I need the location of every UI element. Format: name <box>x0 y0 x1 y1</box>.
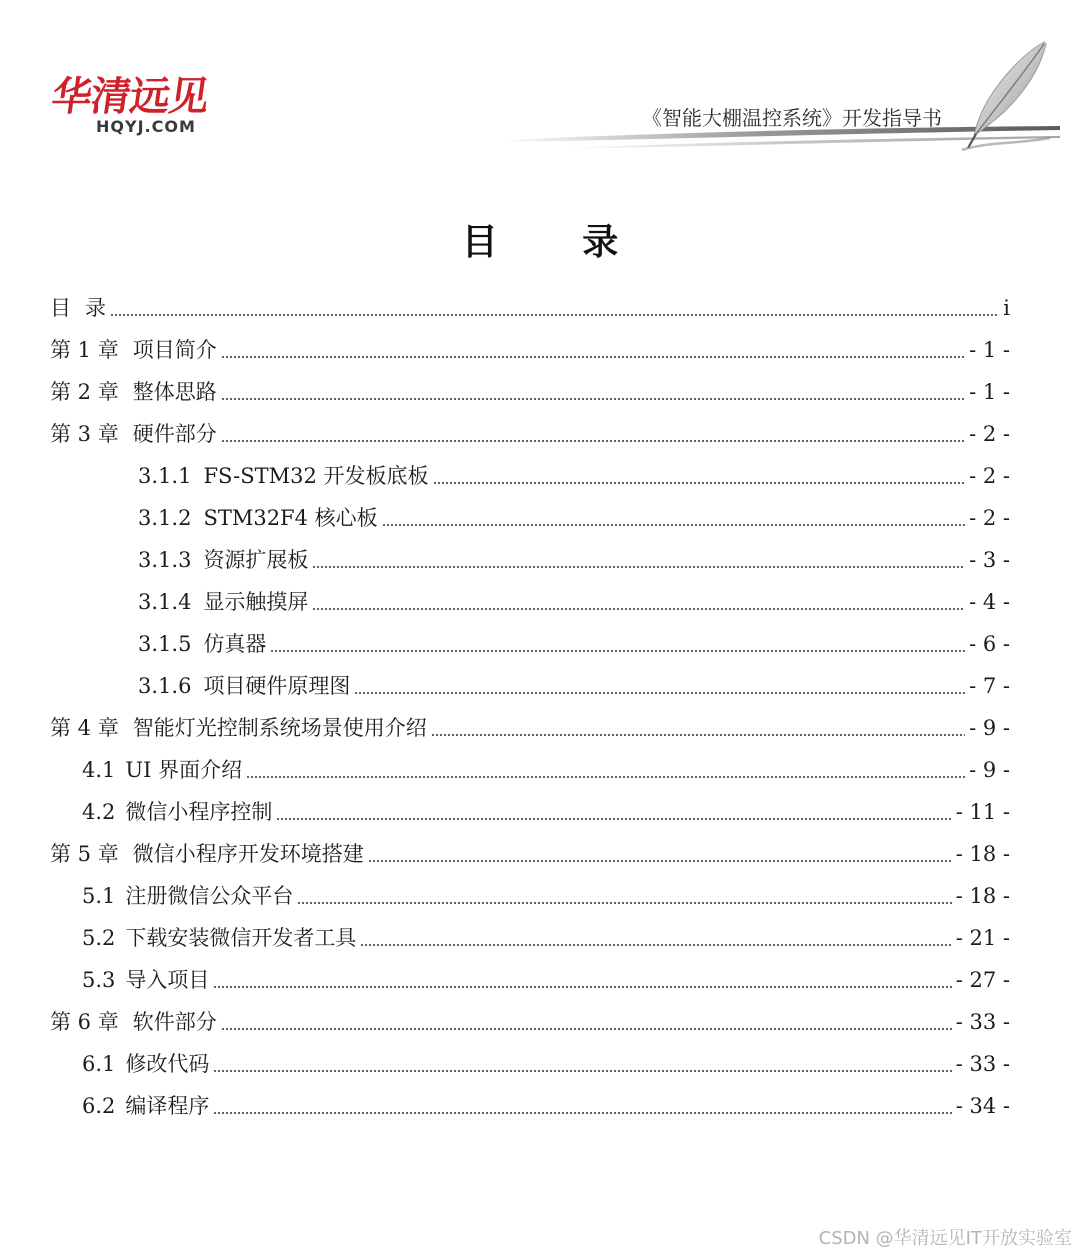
toc-entry-title: UI 界面介绍 <box>125 758 243 782</box>
toc-entry[interactable] <box>0 700 1010 742</box>
toc-entry-title: 仿真器 <box>203 632 267 656</box>
toc-entry-title: 录 <box>85 296 106 320</box>
toc-dot-leader <box>213 1112 951 1114</box>
toc-entry-title: 微信小程序控制 <box>125 800 273 824</box>
toc-dot-leader <box>276 818 951 820</box>
toc-entry[interactable] <box>0 1036 1010 1078</box>
toc-entry[interactable] <box>0 532 1010 574</box>
csdn-watermark: CSDN @华清远见IT开放实验室 <box>818 1228 1072 1249</box>
toc-page-number: - 3 - <box>969 548 1010 572</box>
toc-entry[interactable] <box>0 490 1010 532</box>
logo-domain-text: HQYJ.COM <box>96 117 196 136</box>
toc-entry-title: 导入项目 <box>125 968 210 992</box>
toc-entry-title: 资源扩展板 <box>203 548 309 572</box>
toc-page-number: - 9 - <box>969 716 1010 740</box>
toc-entry-title: 下载安装微信开发者工具 <box>125 926 357 950</box>
toc-entry[interactable] <box>0 658 1010 700</box>
toc-entry-number: 目 <box>50 296 71 320</box>
toc-entry-title: STM32F4 核心板 <box>203 506 378 530</box>
toc-page-number: - 34 - <box>955 1094 1010 1118</box>
toc-dot-leader <box>431 734 965 736</box>
toc-entry-title: 硬件部分 <box>132 422 217 446</box>
toc-entry-number: 3.1.1 <box>138 464 192 488</box>
toc-entry[interactable] <box>0 448 1010 490</box>
toc-entry-number: 第 1 章 <box>50 338 119 362</box>
toc-entry-title: 显示触摸屏 <box>203 590 309 614</box>
toc-entry-number: 3.1.6 <box>138 674 192 698</box>
toc-page-number: - 7 - <box>969 674 1010 698</box>
toc-entry-title: 注册微信公众平台 <box>125 884 294 908</box>
toc-entry-number: 5.3 <box>82 968 116 992</box>
logo-chinese-text: 华清远见 <box>48 74 212 120</box>
toc-entry[interactable] <box>0 910 1010 952</box>
toc-dot-leader <box>110 314 999 316</box>
toc-page-number: - 4 - <box>969 590 1010 614</box>
toc-entry-number: 第 4 章 <box>50 716 119 740</box>
toc-dot-leader <box>312 608 965 610</box>
toc-dot-leader <box>270 650 965 652</box>
toc-entry-number: 5.2 <box>82 926 116 950</box>
toc-dot-leader <box>221 356 965 358</box>
toc-entry-number: 3.1.2 <box>138 506 192 530</box>
toc-page-number: - 11 - <box>955 800 1010 824</box>
toc-entry-title: 编译程序 <box>125 1094 210 1118</box>
toc-page-number: - 6 - <box>969 632 1010 656</box>
toc-dot-leader <box>312 566 965 568</box>
toc-entry[interactable] <box>0 994 1010 1036</box>
toc-entry-title: 项目硬件原理图 <box>203 674 351 698</box>
toc-entry-number: 第 5 章 <box>50 842 119 866</box>
toc-page-number: - 27 - <box>955 968 1010 992</box>
toc-entry-number: 6.2 <box>82 1094 116 1118</box>
toc-entry[interactable] <box>0 364 1010 406</box>
toc-dot-leader <box>213 986 951 988</box>
toc-page-number: - 2 - <box>969 506 1010 530</box>
toc-entry-title: 项目简介 <box>132 338 217 362</box>
toc-entry-title: 微信小程序开发环境搭建 <box>132 842 364 866</box>
toc-entry[interactable] <box>0 574 1010 616</box>
company-logo <box>48 74 242 140</box>
toc-entry-number: 第 6 章 <box>50 1010 119 1034</box>
toc-page-number: - 2 - <box>969 464 1010 488</box>
toc-entry-number: 3.1.3 <box>138 548 192 572</box>
toc-entry[interactable] <box>0 742 1010 784</box>
toc-entry-title: FS-STM32 开发板底板 <box>203 464 429 488</box>
toc-entry-number: 4.1 <box>82 758 116 782</box>
toc-entry-number: 第 3 章 <box>50 422 119 446</box>
toc-entry-number: 4.2 <box>82 800 116 824</box>
toc-page-number: i <box>1003 296 1010 320</box>
toc-entry-title: 修改代码 <box>125 1052 210 1076</box>
toc-entry-number: 3.1.4 <box>138 590 192 614</box>
toc-dot-leader <box>360 944 951 946</box>
toc-entry-number: 3.1.5 <box>138 632 192 656</box>
toc-entry[interactable] <box>0 784 1010 826</box>
toc-entry-title: 软件部分 <box>132 1010 217 1034</box>
toc-page-number: - 2 - <box>969 422 1010 446</box>
toc-entry[interactable] <box>0 868 1010 910</box>
toc-page-number: - 33 - <box>955 1052 1010 1076</box>
toc-entry-number: 6.1 <box>82 1052 116 1076</box>
toc-page-number: - 18 - <box>955 842 1010 866</box>
toc-dot-leader <box>221 1028 952 1030</box>
toc-dot-leader <box>297 902 951 904</box>
toc-entry-number: 第 2 章 <box>50 380 119 404</box>
toc-entry[interactable] <box>0 952 1010 994</box>
toc-page-number: - 18 - <box>955 884 1010 908</box>
toc-page-number: - 33 - <box>955 1010 1010 1034</box>
toc-dot-leader <box>213 1070 951 1072</box>
toc-entry[interactable] <box>0 616 1010 658</box>
quill-pen-icon <box>946 30 1076 160</box>
toc-entry-title: 智能灯光控制系统场景使用介绍 <box>132 716 427 740</box>
toc-entry-title: 整体思路 <box>132 380 217 404</box>
document-title: 《智能大棚温控系统》开发指导书 <box>642 106 942 130</box>
toc-entry[interactable] <box>0 406 1010 448</box>
toc-dot-leader <box>368 860 952 862</box>
toc-heading: 目 录 <box>461 221 655 263</box>
toc-entry[interactable] <box>0 826 1010 868</box>
toc-dot-leader <box>221 440 965 442</box>
toc-page-number: - 9 - <box>969 758 1010 782</box>
toc-entry[interactable] <box>0 280 1010 322</box>
toc-dot-leader <box>246 776 965 778</box>
toc-dot-leader <box>382 524 965 526</box>
toc-dot-leader <box>354 692 965 694</box>
toc-page-number: - 1 - <box>969 380 1010 404</box>
toc-entry[interactable] <box>0 322 1010 364</box>
toc-page-number: - 21 - <box>955 926 1010 950</box>
toc-page-number: - 1 - <box>969 338 1010 362</box>
toc-entry[interactable] <box>0 1078 1010 1120</box>
toc-dot-leader <box>221 398 965 400</box>
toc-dot-leader <box>433 482 966 484</box>
toc-entry-number: 5.1 <box>82 884 116 908</box>
